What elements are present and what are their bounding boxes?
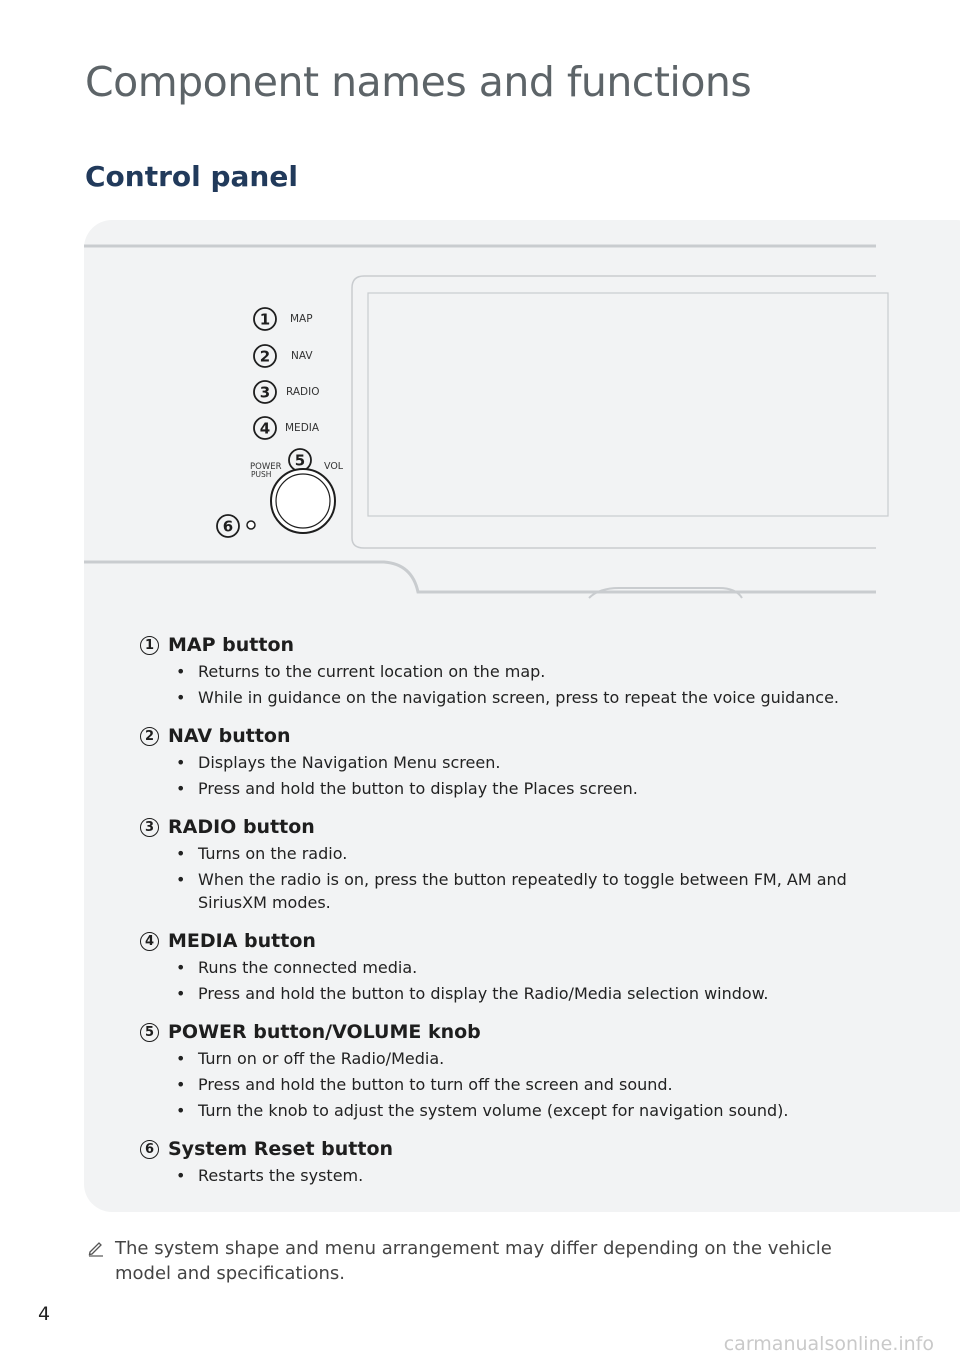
item-number: 6 <box>140 1140 159 1159</box>
item-number: 3 <box>140 818 159 837</box>
control-panel-diagram <box>84 220 960 620</box>
page-title: Component names and functions <box>85 58 752 106</box>
bullet-item: • When the radio is on, press the button repeatedly to toggle between FM, AM and SiriusXM modes. <box>198 868 900 914</box>
note <box>86 1236 866 1286</box>
section-title: Control panel <box>85 160 298 193</box>
bullet-item: • While in guidance on the navigation screen, press to repeat the voice guidance. <box>198 686 900 709</box>
callout-6 <box>217 515 239 537</box>
bullet-item: • Runs the connected media. <box>198 956 900 979</box>
vol-label: VOL <box>324 461 344 472</box>
list-item <box>140 632 900 709</box>
svg-text:2: 2 <box>259 347 271 366</box>
callout-5 <box>289 449 311 471</box>
bullet-item: • Displays the Navigation Menu screen. <box>198 751 900 774</box>
item-number: 1 <box>140 636 159 655</box>
nav-button-label: NAV <box>291 350 313 362</box>
callout-4 <box>254 417 276 439</box>
bullet-item: • Turn on or off the Radio/Media. <box>198 1047 900 1070</box>
radio-button-label: RADIO <box>286 386 320 398</box>
item-number: 5 <box>140 1023 159 1042</box>
pencil-note-icon <box>86 1237 106 1286</box>
list-item <box>140 928 900 1005</box>
volume-knob[interactable] <box>271 469 335 533</box>
watermark: carmanualsonline.info <box>723 1333 934 1355</box>
callout-3 <box>254 381 276 403</box>
item-title: MEDIA button <box>168 930 316 952</box>
item-number: 4 <box>140 932 159 951</box>
item-title: RADIO button <box>168 816 315 838</box>
svg-text:4: 4 <box>259 419 271 438</box>
svg-text:6: 6 <box>222 517 234 536</box>
list-item <box>140 1019 900 1122</box>
power-label: POWER <box>250 462 282 472</box>
callout-1 <box>254 308 276 330</box>
item-title: NAV button <box>168 725 291 747</box>
item-title: System Reset button <box>168 1138 394 1160</box>
bullet-item: • Press and hold the button to display the Radio/Media selection window. <box>198 982 900 1005</box>
map-button-label: MAP <box>290 313 313 325</box>
bullet-item: • Restarts the system. <box>198 1164 900 1187</box>
bullet-item: • Press and hold the button to turn off the screen and sound. <box>198 1073 900 1096</box>
list-item <box>140 814 900 914</box>
list-item <box>140 723 900 800</box>
media-button-label: MEDIA <box>285 422 320 434</box>
page-number: 4 <box>38 1303 51 1325</box>
note-text: The system shape and menu arrangement may differ depending on the vehicle model and specifications. <box>115 1238 832 1284</box>
svg-text:3: 3 <box>259 383 271 402</box>
push-label: PUSH <box>251 470 272 479</box>
bullet-item: • Turns on the radio. <box>198 842 900 865</box>
reset-button[interactable] <box>247 521 255 529</box>
item-title: POWER button/VOLUME knob <box>168 1021 481 1043</box>
svg-text:1: 1 <box>259 310 271 329</box>
svg-text:5: 5 <box>294 451 306 470</box>
callout-2 <box>254 345 276 367</box>
bullet-item: • Returns to the current location on the map. <box>198 660 900 683</box>
item-title: MAP button <box>168 634 295 656</box>
item-number: 2 <box>140 727 159 746</box>
bullet-item: • Press and hold the button to display the Places screen. <box>198 777 900 800</box>
bullet-item: • Turn the knob to adjust the system volume (except for navigation sound). <box>198 1099 900 1122</box>
list-item <box>140 1136 900 1187</box>
component-list <box>140 632 900 1201</box>
